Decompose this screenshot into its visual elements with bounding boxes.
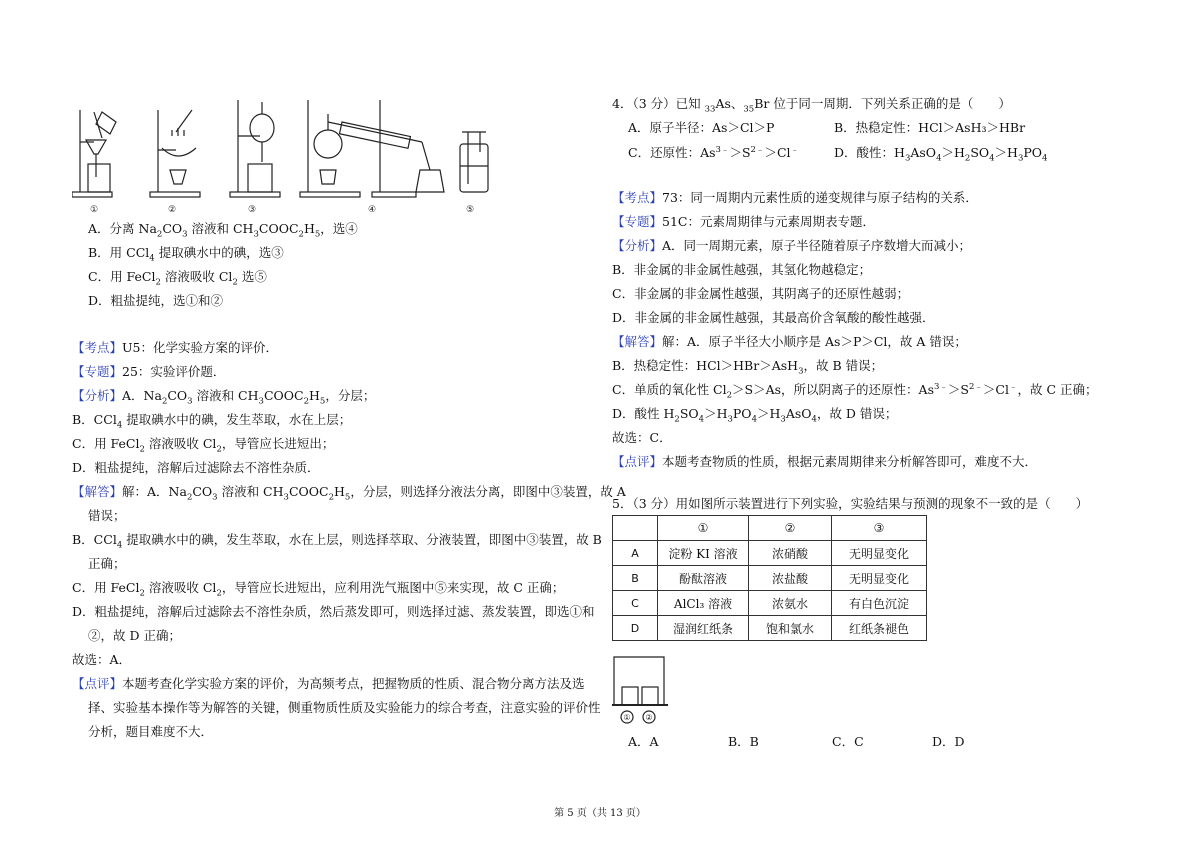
flask-label-2: ② <box>645 713 653 722</box>
table-cell: D <box>613 616 658 641</box>
fenxi-c: C．用 FeCl$_2$ 溶液吸收 $Cl_2$，导管应长进短出； <box>72 436 335 455</box>
jieda-b: B．CCl$_4$ 提取碘水中的碘，发生萃取，水在上层，则选择萃取、分液装置，即图中③装置，故 B <box>72 532 602 551</box>
r-fenxi: 【分析】A．同一周期元素，原子半径随着原子序数增大而减小； <box>612 238 972 253</box>
experiment-apparatus <box>612 655 672 727</box>
table-cell: 无明显变化 <box>832 541 927 566</box>
table-row <box>613 541 927 566</box>
q5-choice-c: C．C <box>832 734 864 749</box>
r-fenxi-b: B．非金属的非金属性越强，其氢化物越稳定； <box>612 262 872 277</box>
table-cell: 湿润红纸条 <box>658 616 749 641</box>
table-row <box>613 616 927 641</box>
r-fenxi-d: D．非金属的非金属性越强，其最高价含氧酸的酸性越强． <box>612 310 935 325</box>
table-cell: 有白色沉淀 <box>832 591 927 616</box>
apparatus-label-2: ② <box>168 205 177 215</box>
option-c: C．用 FeCl$_2$ 溶液吸收 $Cl_2$ 选⑤ <box>88 269 267 288</box>
table-cell: ① <box>658 516 749 541</box>
table-cell: ③ <box>832 516 927 541</box>
question-5: 5．（3 分）用如图所示装置进行下列实验，实验结果与预测的现象不一致的是（ ） <box>612 496 1089 511</box>
zhuanti: 【专题】25：实验评价题． <box>72 364 226 379</box>
table-cell: A <box>613 541 658 566</box>
table-cell: 浓硝酸 <box>749 541 832 566</box>
r-zhuanti: 【专题】51C：元素周期律与元素周期表专题． <box>612 214 875 229</box>
jieda-d: D．粗盐提纯，溶解后过滤除去不溶性杂质，然后蒸发即可，则选择过滤、蒸发装置，即选①和 <box>72 604 595 619</box>
table-cell: 酚酞溶液 <box>658 566 749 591</box>
table-cell: 无明显变化 <box>832 566 927 591</box>
table-cell: 浓盐酸 <box>749 566 832 591</box>
table-cell: B <box>613 566 658 591</box>
table-cell: 饱和氯水 <box>749 616 832 641</box>
fenxi-d: D．粗盐提纯，溶解后过滤除去不溶性杂质． <box>72 460 320 475</box>
apparatus-figure <box>72 92 502 217</box>
fenxi-b: B．CCl$_4$ 提取碘水中的碘，发生萃取，水在上层； <box>72 412 352 431</box>
apparatus-label-1: ① <box>90 205 99 215</box>
r-jieda-c: C．单质的氧化性 $Cl_2>S>As$，所以阴离子的还原性：$As^{3﹣}>S^{2﹣}>Cl^﹣$，故 C 正确； <box>612 381 1098 401</box>
r-kaodian: 【考点】73：同一周期内元素性质的递变规律与原子结构的关系． <box>612 190 978 205</box>
options-table <box>612 515 927 641</box>
dianping-cont-2: 分析，题目难度不大． <box>88 724 214 739</box>
table-cell: 红纸条褪色 <box>832 616 927 641</box>
r-answer: 故选：C． <box>612 430 672 445</box>
option-d: D．粗盐提纯，选①和② <box>88 293 224 308</box>
apparatus-label-5: ⑤ <box>466 205 475 215</box>
fenxi: 【分析】A．$Na_2CO_3$ 溶液和 $CH_3COOC_2H_5$，分层； <box>72 388 376 407</box>
table-header-row <box>613 516 927 541</box>
table-cell: 淀粉 KI 溶液 <box>658 541 749 566</box>
r-jieda: 【解答】解：A．原子半径大小顺序是 As＞P＞Cl，故 A 错误； <box>612 334 967 349</box>
table-cell: AlCl₃ 溶液 <box>658 591 749 616</box>
table-cell: C <box>613 591 658 616</box>
dianping: 【点评】本题考查化学实验方案的评价，为高频考点，把握物质的性质、混合物分离方法及选 <box>72 676 585 691</box>
q4-option-b: B．热稳定性：HCl＞AsH₃＞HBr <box>834 120 1026 135</box>
q4-option-a: A．原子半径：As＞Cl＞P <box>628 120 775 135</box>
q5-choice-d: D．D <box>932 734 965 749</box>
jieda: 【解答】解：A．$Na_2CO_3$ 溶液和 $CH_3COOC_2H_5$，分层，则选择分液法分离，即图中③装置，故 A <box>72 484 626 503</box>
apparatus-label-4: ④ <box>368 205 377 215</box>
r-dianping: 【点评】本题考查物质的性质，根据元素周期律来分析解答即可，难度不大． <box>612 454 1038 469</box>
r-jieda-b: B．热稳定性：HCl＞HBr＞AsH$_3$，故 B 错误； <box>612 358 884 377</box>
answer: 故选：A． <box>72 652 132 667</box>
question-4: 4．（3 分）已知 $_{33}$As、$_{35}$Br 位于同一周期．下列关系正确的是（ ） <box>612 96 1011 115</box>
r-fenxi-c: C．非金属的非金属性越强，其阴离子的还原性越弱； <box>612 286 910 301</box>
table-row <box>613 591 927 616</box>
flask-label-1: ① <box>623 713 631 722</box>
option-b: B．用 CCl$_4$ 提取碘水中的碘，选③ <box>88 245 284 264</box>
table-row <box>613 566 927 591</box>
option-a: A．分离 $Na_2CO_3$ 溶液和 $CH_3COOC_2H_5$，选④ <box>88 221 358 240</box>
apparatus-label-3: ③ <box>248 205 257 215</box>
table-cell: ② <box>749 516 832 541</box>
jieda-d-cont: ②，故 D 正确； <box>88 628 181 643</box>
table-cell: 浓氨水 <box>749 591 832 616</box>
jieda-c: C．用 FeCl$_2$ 溶液吸收 $Cl_2$，导管应长进短出，应利用洗气瓶图中⑤来实现，故 C 正确； <box>72 580 565 599</box>
jieda-b-cont: 正确； <box>88 556 126 571</box>
r-jieda-d: D．酸性 $H_2SO_4>H_3PO_4>H_3AsO_4$，故 D 错误； <box>612 406 898 425</box>
q5-choice-b: B．B <box>728 734 759 749</box>
page-footer: 第 5 页（共 13 页） <box>554 808 646 819</box>
q5-choice-a: A．A <box>628 734 659 749</box>
q4-option-d: D．酸性：$H_3AsO_4>H_2SO_4>H_3PO_4$ <box>834 145 1048 164</box>
kaodian: 【考点】U5：化学实验方案的评价． <box>72 340 279 355</box>
jieda-a-cont: 错误； <box>88 508 126 523</box>
q4-option-c: C．还原性：$As^{3﹣}>S^{2﹣}>Cl^﹣$ <box>628 144 800 160</box>
table-cell <box>613 516 658 541</box>
dianping-cont-1: 择、实验基本操作等为解答的关键，侧重物质性质及实验能力的综合考查，注意实验的评价性 <box>88 700 601 715</box>
